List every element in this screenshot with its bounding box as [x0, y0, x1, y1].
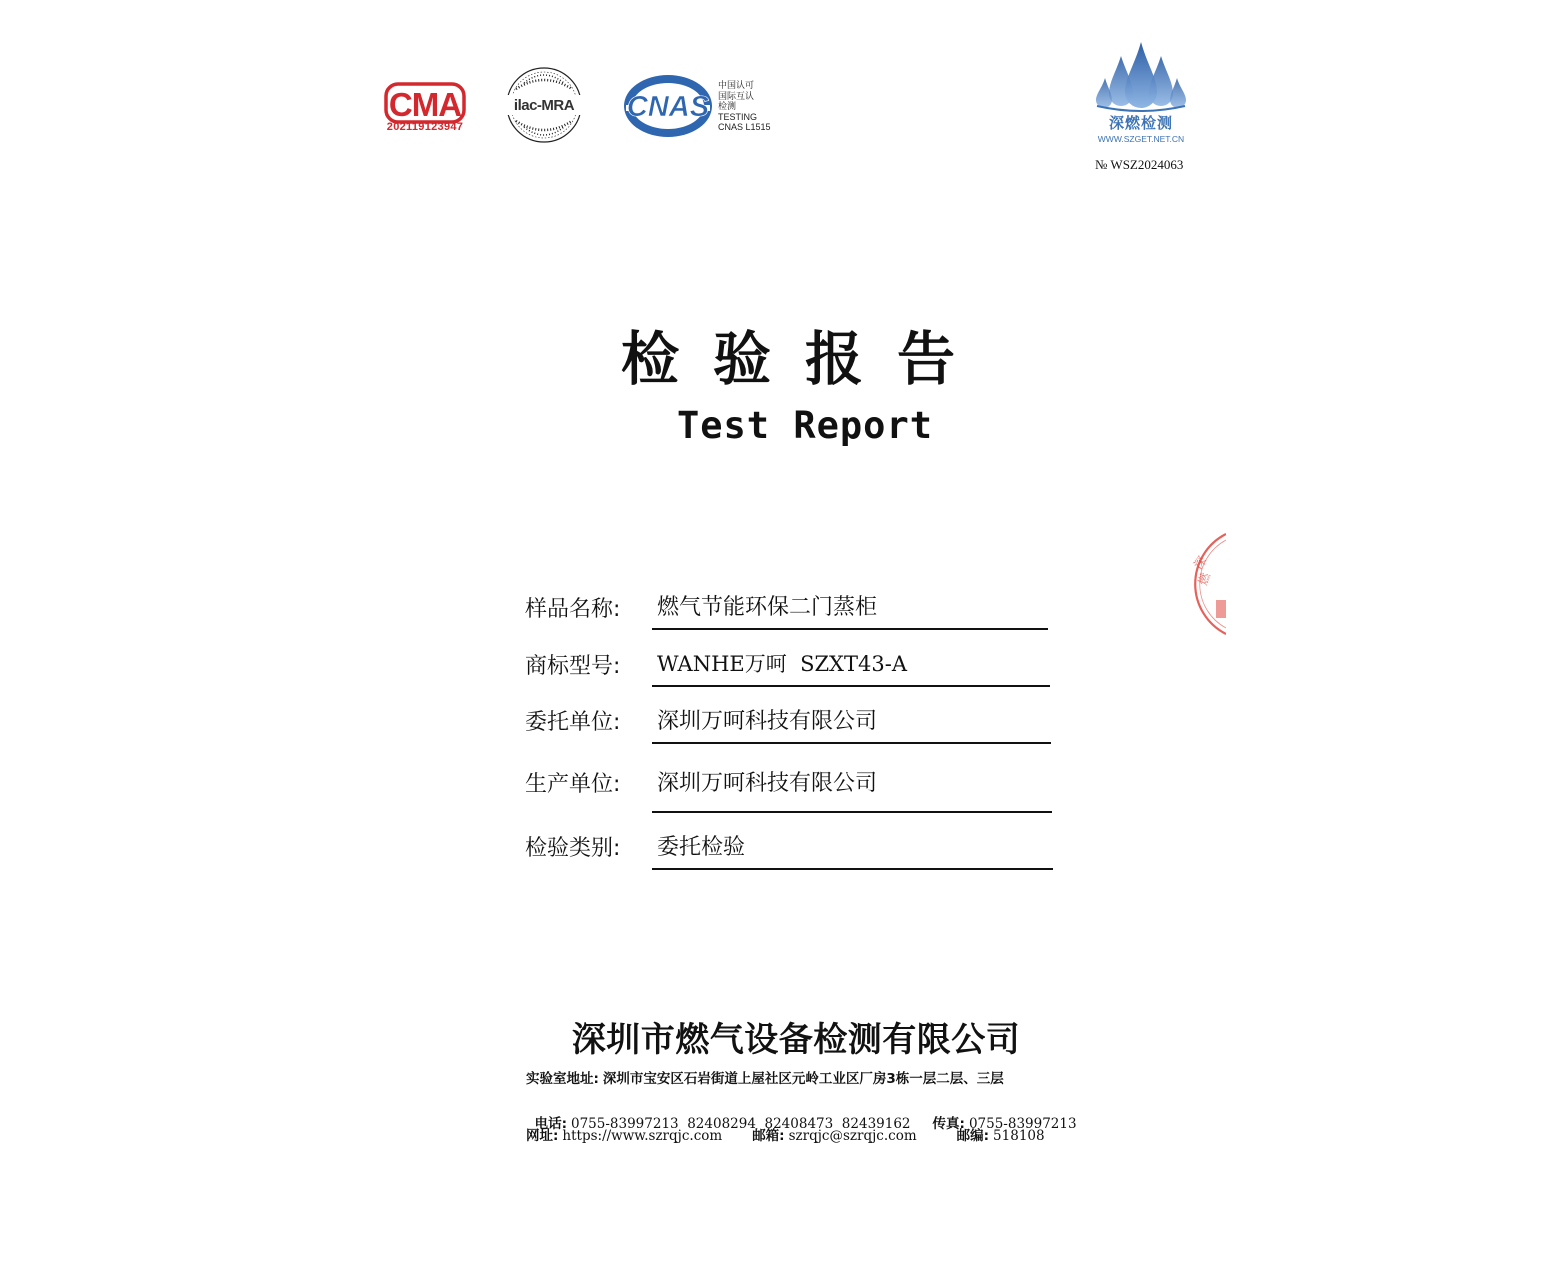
cnas-line: 检测 [718, 101, 737, 111]
report-title-cn: 检验报告 [620, 325, 989, 393]
email-link[interactable]: szrqjc@szrqjc.com [788, 1128, 917, 1144]
field-trademark-model-value: WANHE万呵 SZXT43-A [657, 652, 907, 676]
field-sample-name-label: 样品名称: [525, 597, 621, 622]
field-sample-name-underline [652, 628, 1048, 630]
field-manufacturer-underline [652, 811, 1052, 813]
phone-label: 电话: [534, 1116, 567, 1132]
cma-mark: CMA [388, 86, 462, 123]
footer-address-line [526, 1067, 1004, 1087]
field-test-type-underline [652, 868, 1053, 870]
fax-value: 0755-83997213 [968, 1116, 1077, 1132]
field-manufacturer-label: 生产单位: [525, 772, 621, 797]
ilac-mark: ilac-MRA [513, 97, 575, 114]
address-value: 深圳市宝安区石岩街道上屋社区元岭工业区厂房3栋一层二层、三层 [602, 1071, 1004, 1087]
cnas-line: 国际互认 [718, 90, 755, 101]
field-trademark-model-underline [652, 685, 1050, 687]
address-label: 实验室地址: [526, 1071, 599, 1087]
cnas-logo [620, 72, 716, 140]
report-title-en: Test Report [676, 404, 934, 447]
web-label: 网址: [526, 1128, 559, 1144]
footer-web-line [526, 1124, 1045, 1144]
field-client-underline [652, 742, 1051, 744]
email-label: 邮箱: [752, 1128, 785, 1144]
zip-value: 518108 [993, 1128, 1045, 1144]
ilac-mra-logo [502, 65, 586, 145]
cnas-mark: CNAS [626, 91, 710, 123]
company-name: 深圳市燃气设备检测有限公司 [571, 1020, 1021, 1060]
szget-url: WWW.SZGET.NET.CN [1097, 134, 1185, 144]
zip-label: 邮编: [956, 1128, 990, 1144]
field-manufacturer-value: 深圳万呵科技有限公司 [657, 771, 878, 796]
szget-water-drop-logo [1093, 40, 1189, 116]
field-trademark-model-label: 商标型号: [525, 654, 621, 679]
phone-value: 0755-83997213 82408294 82408473 82439162 [571, 1116, 911, 1132]
field-test-type-value: 委托检验 [657, 835, 746, 860]
cnas-line: TESTING [718, 111, 758, 122]
cma-number: 202119123947 [386, 121, 464, 133]
szget-name: 深燃检测 [1108, 114, 1173, 132]
report-number: № WSZ2024063 [1095, 157, 1184, 172]
svg-text:燃: 燃 [1195, 570, 1213, 588]
fax-label: 传真: [932, 1116, 965, 1132]
field-client-value: 深圳万呵科技有限公司 [657, 709, 878, 734]
cnas-text-block [718, 80, 771, 133]
website-link[interactable]: https://www.szrqjc.com [562, 1128, 723, 1144]
field-sample-name-value: 燃气节能环保二门蒸柜 [657, 595, 878, 620]
cnas-line: 中国认可 [718, 80, 755, 90]
field-client-label: 委托单位: [525, 710, 621, 735]
cnas-line: CNAS L1515 [718, 122, 771, 132]
field-test-type-label: 检验类别: [525, 836, 621, 861]
red-seal-stamp [1180, 530, 1226, 638]
svg-text:深: 深 [1190, 553, 1210, 572]
